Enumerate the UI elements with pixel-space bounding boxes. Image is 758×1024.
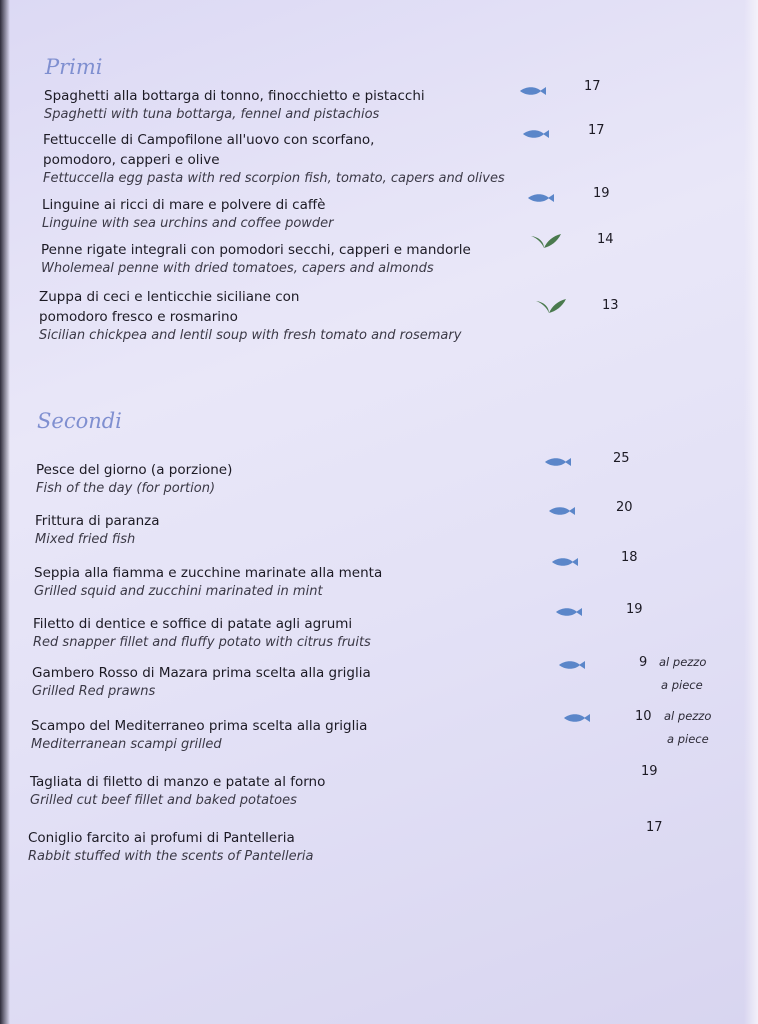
item-price: 17 [646,820,663,835]
item-price: 20 [616,500,633,515]
item-description: Fish of the day (for portion) [36,481,216,496]
fish-icon [557,659,587,671]
item-description: Mixed fried fish [35,532,136,547]
item-description: Linguine with sea urchins and coffee powder [42,216,334,231]
item-price: 25 [613,451,630,466]
item-description: Grilled squid and zucchini marinated in mint [34,584,323,599]
menu-item [39,287,461,345]
menu-item [30,772,325,810]
item-price: 19 [593,186,610,201]
item-name: Pesce del giorno (a porzione) [36,462,233,478]
section-title-secondi: Secondi [37,409,122,433]
item-price: 13 [602,298,619,313]
fish-icon [518,85,548,97]
fish-icon [562,712,592,724]
item-description: Mediterranean scampi grilled [31,737,222,752]
item-price: 19 [641,764,658,779]
unit-label-english: a piece [661,678,703,692]
item-name-continued: pomodoro, capperi e olive [43,152,220,168]
item-name: Spaghetti alla bottarga di tonno, finocchietto e pistacchi [44,88,425,104]
menu-item [35,511,160,549]
menu-item [41,240,471,278]
section-title-primi: Primi [45,55,103,79]
fish-icon [526,192,556,204]
item-price: 17 [584,79,601,94]
item-name: Seppia alla fiamma e zucchine marinate alla menta [34,565,383,581]
fish-icon [550,556,580,568]
menu-item [43,130,505,188]
item-name: Frittura di paranza [35,513,160,529]
item-name: Linguine ai ricci di mare e polvere di caffè [42,197,326,213]
item-price: 9 [639,655,648,670]
item-description: Rabbit stuffed with the scents of Pantelleria [28,849,314,864]
fish-icon [547,505,577,517]
item-description: Grilled Red prawns [32,684,156,699]
item-name: Scampo del Mediterraneo prima scelta alla griglia [31,718,368,734]
item-name: Filetto di dentice e soffice di patate agli agrumi [33,616,353,632]
menu-item [31,716,367,754]
fish-icon [543,456,573,468]
fish-icon [521,128,551,140]
item-price: 18 [621,550,638,565]
menu-item [34,563,382,601]
item-price: 17 [588,123,605,138]
item-name-continued: pomodoro fresco e rosmarino [39,309,238,325]
item-name: Fettuccelle di Campofilone all'uovo con scorfano, [43,132,375,148]
item-price: 19 [626,602,643,617]
menu-item [36,460,232,498]
paper-edge [744,0,758,1024]
leaf-icon [534,297,568,315]
item-description: Red snapper fillet and fluffy potato with citrus fruits [33,635,371,650]
item-name: Zuppa di ceci e lenticchie siciliane con [39,289,300,305]
item-description: Fettuccella egg pasta with red scorpion fish, tomato, capers and olives [43,171,505,186]
menu-item [33,614,371,652]
unit-label-italian: al pezzo [659,655,707,669]
unit-label-english: a piece [667,732,709,746]
item-description: Grilled cut beef fillet and baked potatoes [30,793,297,808]
fish-icon [554,606,584,618]
item-description: Spaghetti with tuna bottarga, fennel and pistachios [44,107,380,122]
item-name: Penne rigate integrali con pomodori secchi, capperi e mandorle [41,242,471,258]
item-name: Gambero Rosso di Mazara prima scelta alla griglia [32,665,371,681]
item-price: 10 [635,709,652,724]
menu-item [28,828,314,866]
menu-item [42,195,334,233]
item-name: Tagliata di filetto di manzo e patate al forno [30,774,326,790]
menu-item [44,86,425,124]
unit-label-italian: al pezzo [664,709,712,723]
item-description: Wholemeal penne with dried tomatoes, capers and almonds [41,261,434,276]
item-price: 14 [597,232,614,247]
item-name: Coniglio farcito ai profumi di Pantelleria [28,830,295,846]
menu-binding-shadow [0,0,10,1024]
item-description: Sicilian chickpea and lentil soup with fresh tomato and rosemary [39,328,462,343]
menu-item [32,663,371,701]
leaf-icon [529,232,563,250]
